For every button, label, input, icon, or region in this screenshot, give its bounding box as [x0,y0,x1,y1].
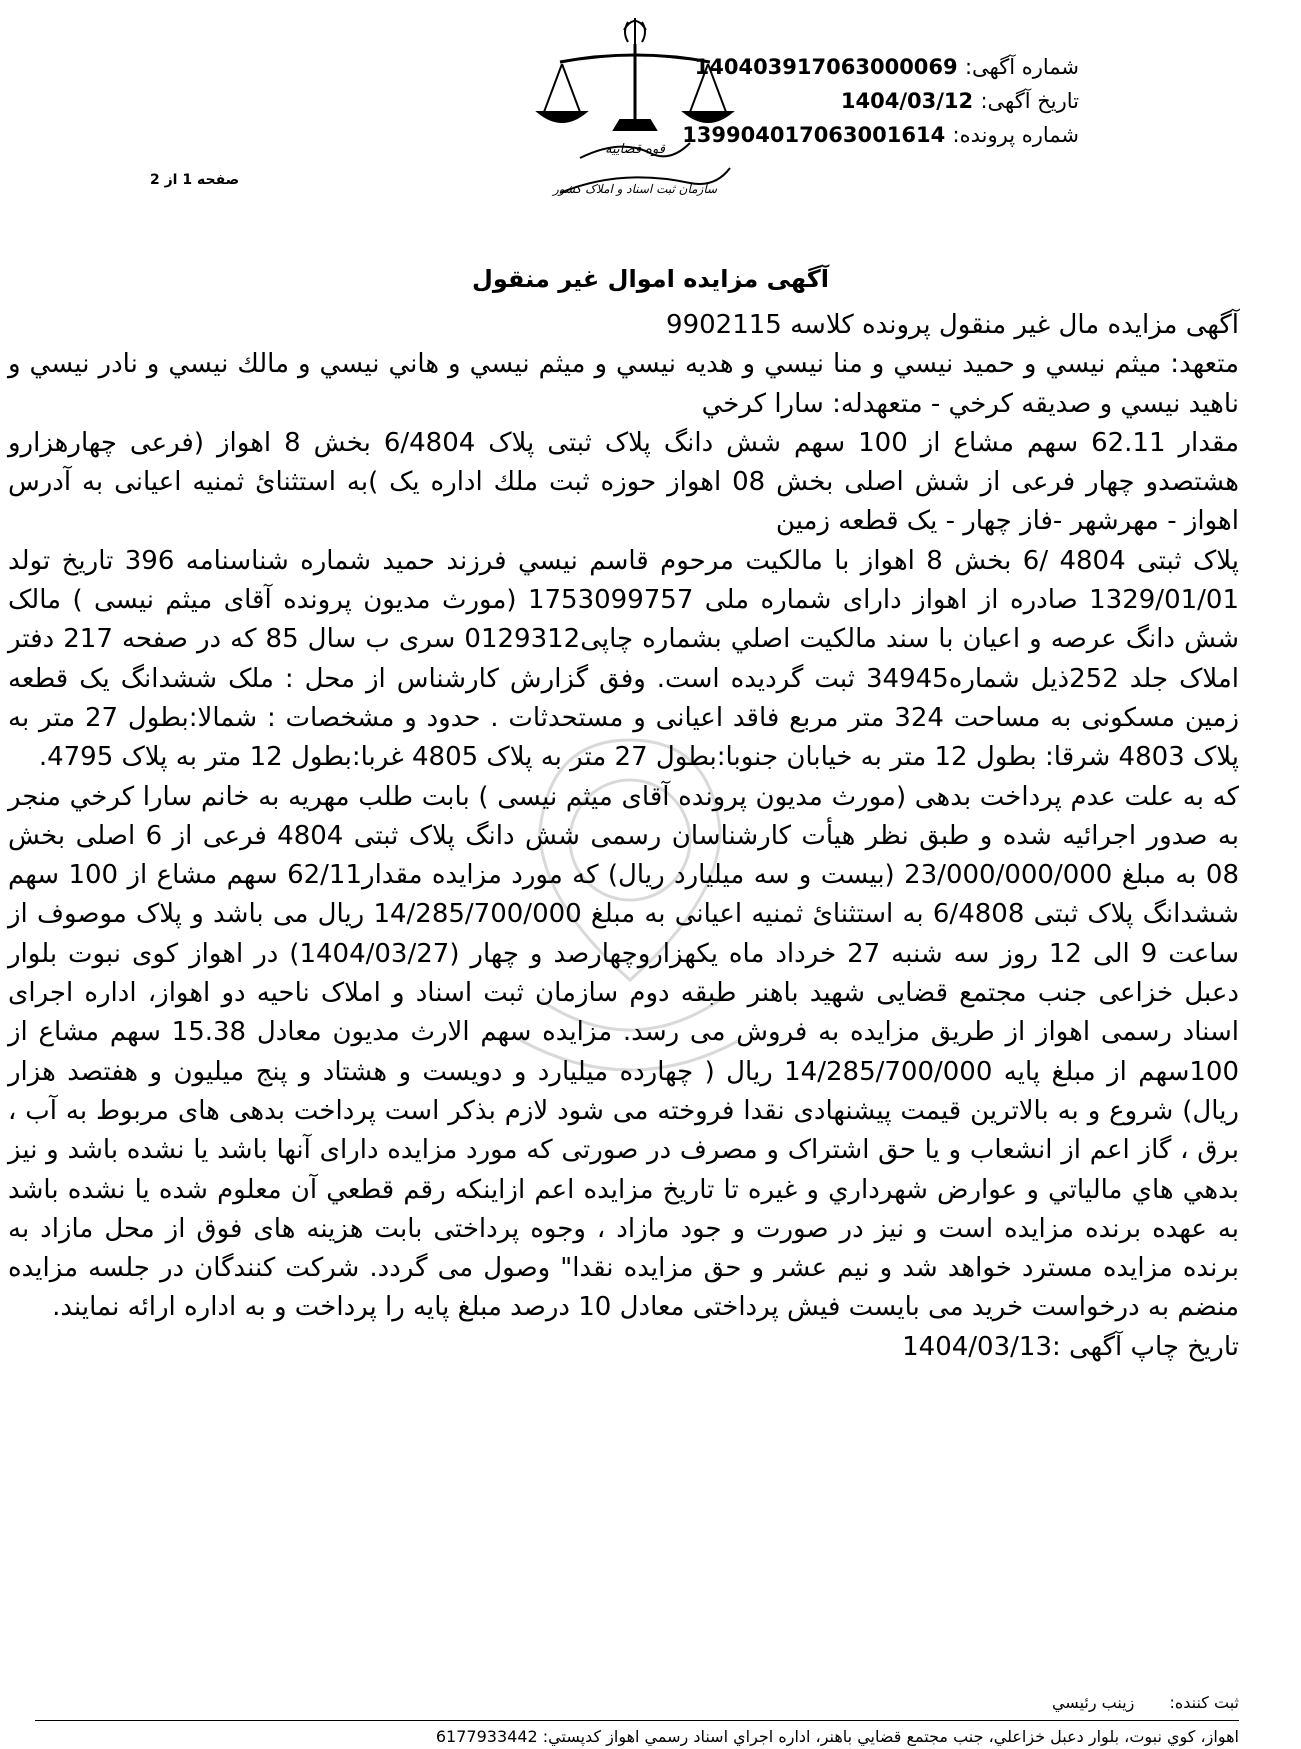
emblem-caption-registry: سازمان ثبت اسناد و املاک کشور [552,182,718,196]
case-class-paragraph: آگهی مزایده مال غیر منقول پرونده کلاسه 9902115 [666,310,1239,340]
office-address: اهواز، كوي نبوت، بلوار دعبل خزاعلي، جنب مجتمع قضايي باهنر، اداره اجراي اسناد رسمي اهواز كدپستي: 6177933442 [435,1727,1239,1746]
print-date-line [8,1328,1239,1367]
ad-metadata [682,50,1079,152]
page-indicator: صفحه 1 از 2 [150,172,240,188]
print-date-label: تاریخ چاپ آگهی : [1051,1331,1239,1362]
announcement-body [8,306,1239,1367]
page-title: آگهی مزایده اموال غیر منقول [472,265,829,293]
share-description-paragraph: مقدار 62.11 سهم مشاع از 100 سهم شش دانگ پلاک ثبتی پلاک 6/4804 بخش 8 اهواز (فرعی چهارهزارو هشتصدو چهار فرعی از شش اصلی بخش 08 اهواز حوزه ثبت ملك اداره یک )به استثنائ ثمنیه اعیانی به آدرس اهواز - مهرشهر -فاز چهار - یک قطعه زمین [8,427,1240,537]
ad-number-row [682,50,1079,84]
case-number-label: شماره پرونده: [952,123,1079,147]
auction-terms-paragraph: که به علت عدم پرداخت بدهی (مورث مدیون پرونده آقای میثم نیسی ) بابت طلب مهریه به خانم سارا کرخي منجر به صدور اجرائیه شده و طبق نظر هیأت کارشناسان رسمی شش دانگ پلاک ثبتی 4804 فرعی از 6 اصلی بخش 08 به مبلغ 23/000/000/000 (بیست و سه میلیارد ریال) که مورد مزایده مقدار62/11 سهم مشاع از 100 سهم ششدانگ پلاک ثبتی 6/4808 به استثنائ ثمنیه اعیانی به مبلغ 14/285/700/000 ریال می باشد و پلاک موصوف از ساعت 9 الی 12 روز سه شنبه 27 خرداد ماه یکهزاروچهارصد و چهار (1404/03/27) در اهواز کوی نبوت بلوار دعبل خزاعی جنب مجتمع قضایی شهید باهنر طبقه دوم سازمان ثبت اسناد و املاک ناحیه دو اهواز، اداره اجرای اسناد رسمی اهواز از طریق مزایده به فروش می رسد. مزایده سهم الارث مدیون معادل 15.38 سهم مشاع از 100سهم از مبلغ پایه 14/285/700/000 ریال ( چهارده میلیارد و دویست و هشتاد و پنج میلیون و هفتصد هزار ریال) شروع و به بالاترین قیمت پیشنهادی نقدا فروخته می شود لازم بذکر است پرداخت بدهی های مربوط به آب ، برق ، گاز اعم از انشعاب و یا حق اشتراک و مصرف در صورتی که مورد مزایده دارای آنها باشد یا نشده باشد و نیز بدهي هاي مالیاتي و عوارض شهرداري و غیره تا تاریخ مزایده اعم ازاینکه رقم قطعي آن معلوم شده یا نشده باشد به عهده برنده مزایده است و نیز در صورت و جود مازاد ، وجوه پرداختی بابت هزینه های فوق از محل مازاد به برنده مزایده مسترد خواهد شد و نیم عشر و حق مزایده نقدا" وصول می گردد. شرکت کنندگان در جلسه مزایده منضم به درخواست خرید می بایست فیش پرداختی معادل 10 درصد مبلغ پایه را پرداخت و به اداره ارائه نمایند. [8,781,1240,1323]
case-number-row [682,118,1079,152]
emblem-caption-judiciary: قوه قضاییه [605,142,665,157]
case-number-value: 139904017063001614 [682,123,946,147]
ad-number-label: شماره آگهی: [964,55,1079,79]
footer-divider [35,1720,1239,1721]
print-date-value: 1404/03/13 [902,1331,1052,1362]
parties-paragraph: متعهد: میثم نیسي و حمید نیسي و منا نیسي و هدیه نیسي و میثم نیسي و هاني نیسي و مالك نیسي و نادر نیسي و ناهید نیسي و صدیقه کرخي - متعهدله: سارا کرخي [8,349,1239,419]
registrar-label: ثبت کننده: [1169,1693,1239,1712]
ad-number-value: 140403917063000069 [694,55,958,79]
ad-date-row [682,84,1079,118]
registrar-name: زینب رئیسي [1051,1693,1135,1712]
property-details-paragraph: پلاک ثبتی 4804 /6 بخش 8 اهواز با مالکیت مرحوم قاسم نیسي فرزند حمید شماره شناسنامه 396 تاریخ تولد 1329/01/01 صادره از اهواز دارای شماره ملی 1753099757 (مورث مدیون پرونده آقای میثم نیسی ) مالک شش دانگ عرصه و اعیان با سند مالکیت اصلي بشماره چاپی0129312 سری ب سال 85 که در صفحه 217 دفتر املاک جلد 252ذیل شماره34945 ثبت گردیده است. وفق گزارش کارشناس از محل : ملک ششدانگ یک قطعه زمین مسکونی به مساحت 324 متر مربع فاقد اعیانی و مستحدثات . حدود و مشخصات : شمالا:بطول 27 متر به پلاک 4803 شرقا: بطول 12 متر به خیابان جنوبا:بطول 27 متر به پلاک 4805 غربا:بطول 12 متر به پلاک 4795. [8,545,1240,773]
registrar-line [1052,1693,1239,1712]
ad-date-label: تاریخ آگهی: [980,89,1079,113]
ad-date-value: 1404/03/12 [840,89,974,113]
